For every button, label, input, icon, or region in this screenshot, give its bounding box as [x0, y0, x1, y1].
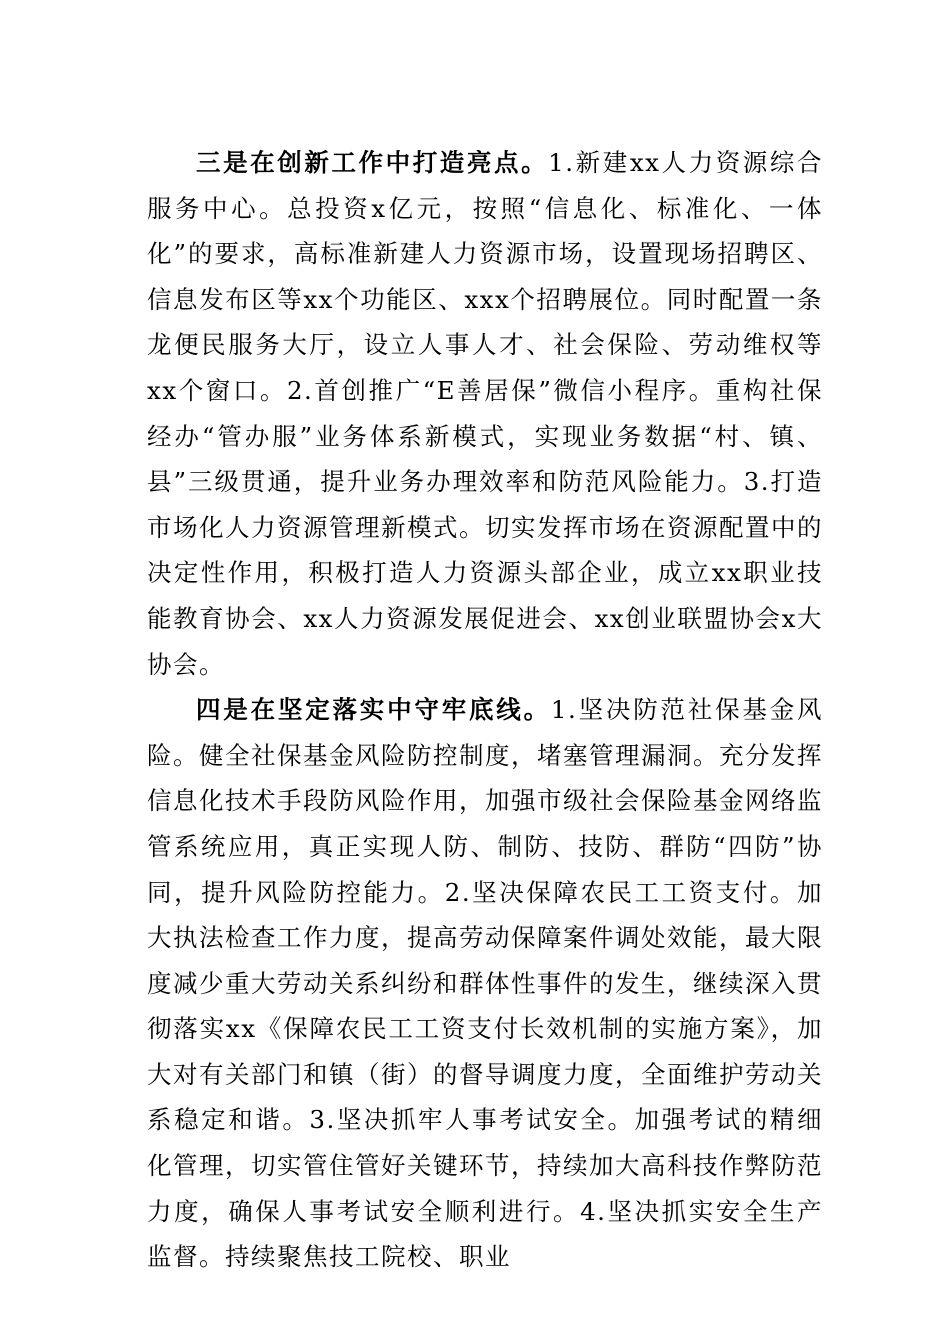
- paragraph-bottom-line: [147, 687, 823, 1280]
- document-body: [147, 140, 823, 1280]
- paragraph-lead-heading: 四是在坚定落实中守牢底线。: [196, 695, 551, 725]
- paragraph-lead-heading: 三是在创新工作中打造亮点。: [196, 148, 549, 177]
- paragraph-innovation: [147, 140, 823, 687]
- paragraph-body-text: 1.坚决防范社保基金风险。健全社保基金风险防控制度，堵塞管理漏洞。充分发挥信息化技术手段防风险作用，加强市级社会保险基金网络监管系统应用，真正实现人防、制防、技防、群防“四防”协同，提升风险防控能力。2.坚决保障农民工工资支付。加大执法检查工作力度，提高劳动保障案件调处效能，最大限度减少重大劳动关系纠纷和群体性事件的发生，继续深入贯彻落实xx《保障农民工工资支付长效机制的实施方案》，加大对有关部门和镇（街）的督导调度力度，全面维护劳动关系稳定和谐。3.坚决抓牢人事考试安全。加强考试的精细化管理，切实管住管好关键环节，持续加大高科技作弊防范力度，确保人事考试安全顺利进行。4.坚决抓实安全生产监督。持续聚焦技工院校、职业: [147, 695, 824, 1272]
- paragraph-body-text: 1.新建xx人力资源综合服务中心。总投资x亿元，按照“信息化、标准化、一体化”的要求，高标准新建人力资源市场，设置现场招聘区、信息发布区等xx个功能区、xxx个招聘展位。同时配置一条龙便民服务大厅，设立人事人才、社会保险、劳动维权等xx个窗口。2.首创推广“E善居保”微信小程序。重构社保经办“管办服”业务体系新模式，实现业务数据“村、镇、县”三级贯通，提升业务办理效率和防范风险能力。3.打造市场化人力资源管理新模式。切实发挥市场在资源配置中的决定性作用，积极打造人力资源头部企业，成立xx职业技能教育协会、xx人力资源发展促进会、xx创业联盟协会x大协会。: [147, 148, 823, 679]
